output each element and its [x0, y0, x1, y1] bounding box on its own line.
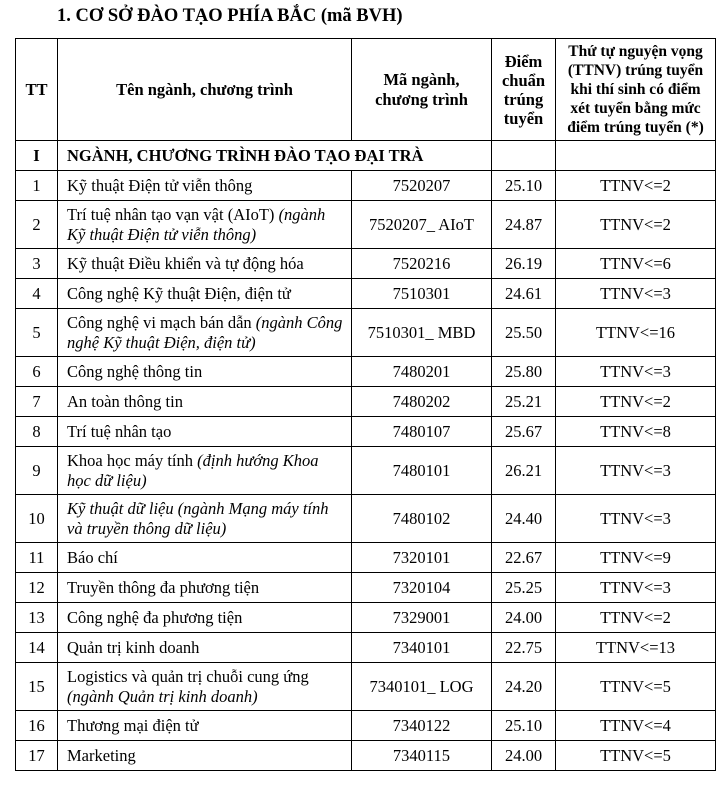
- table-row: [16, 495, 716, 543]
- empty-cell: [492, 141, 556, 171]
- row-number: 16: [16, 711, 58, 741]
- ttnv-value: TTNV<=2: [556, 387, 716, 417]
- col-header-name: Tên ngành, chương trình: [58, 39, 352, 141]
- table-row: [16, 711, 716, 741]
- program-code: 7520207: [352, 171, 492, 201]
- admission-table: [15, 38, 716, 771]
- program-code: 7320101: [352, 543, 492, 573]
- cutoff-score: 25.10: [492, 711, 556, 741]
- col-header-tt: TT: [16, 39, 58, 141]
- table-row: [16, 249, 716, 279]
- table-row: [16, 417, 716, 447]
- program-name-cell: [58, 543, 352, 573]
- section-title: NGÀNH, CHƯƠNG TRÌNH ĐÀO TẠO ĐẠI TRÀ: [58, 141, 492, 171]
- program-name: Quản trị kinh doanh: [67, 637, 200, 657]
- program-code: 7510301: [352, 279, 492, 309]
- program-code: 7480101: [352, 447, 492, 495]
- table-row: [16, 573, 716, 603]
- program-name-cell: [58, 279, 352, 309]
- ttnv-value: TTNV<=4: [556, 711, 716, 741]
- program-name-cell: [58, 573, 352, 603]
- ttnv-value: TTNV<=8: [556, 417, 716, 447]
- program-code: 7480107: [352, 417, 492, 447]
- cutoff-score: 25.67: [492, 417, 556, 447]
- table-row: [16, 387, 716, 417]
- cutoff-score: 24.00: [492, 741, 556, 771]
- program-name: Báo chí: [67, 547, 118, 567]
- program-name: Công nghệ đa phương tiện: [67, 607, 243, 627]
- program-code: 7340122: [352, 711, 492, 741]
- section-heading: 1. CƠ SỞ ĐÀO TẠO PHÍA BẮC (mã BVH): [57, 6, 403, 26]
- program-name: Thương mại điện tử: [67, 715, 199, 735]
- ttnv-value: TTNV<=2: [556, 603, 716, 633]
- table-row: [16, 603, 716, 633]
- program-name: Truyền thông đa phương tiện: [67, 577, 260, 597]
- program-name: Trí tuệ nhân tạo vạn vật (AIoT): [67, 204, 275, 224]
- ttnv-value: TTNV<=3: [556, 573, 716, 603]
- program-note: (ngành Quản trị kinh doanh): [67, 686, 258, 706]
- program-code: 7480202: [352, 387, 492, 417]
- program-name: An toàn thông tin: [67, 391, 183, 411]
- row-number: 6: [16, 357, 58, 387]
- row-number: 3: [16, 249, 58, 279]
- row-number: 4: [16, 279, 58, 309]
- col-header-priority: Thứ tự nguyện vọng (TTNV) trúng tuyển khi thí sinh có điểm xét tuyển bằng mức điểm trúng tuyển (*): [556, 39, 716, 141]
- cutoff-score: 26.19: [492, 249, 556, 279]
- col-header-code: Mã ngành, chương trình: [352, 39, 492, 141]
- program-name-cell: [58, 249, 352, 279]
- row-number: 1: [16, 171, 58, 201]
- col-header-score: Điểm chuẩn trúng tuyển: [492, 39, 556, 141]
- program-code: 7520216: [352, 249, 492, 279]
- ttnv-value: TTNV<=3: [556, 447, 716, 495]
- program-name-cell: [58, 603, 352, 633]
- row-number: 14: [16, 633, 58, 663]
- program-name-cell: [58, 495, 352, 543]
- table-row: [16, 663, 716, 711]
- program-name-cell: [58, 387, 352, 417]
- table-row: [16, 543, 716, 573]
- program-name-cell: [58, 171, 352, 201]
- program-note: (ngành Kỹ thuật Điện tử viễn thông): [67, 204, 326, 244]
- cutoff-score: 24.87: [492, 201, 556, 249]
- ttnv-value: TTNV<=3: [556, 357, 716, 387]
- program-name-cell: [58, 201, 352, 249]
- cutoff-score: 25.50: [492, 309, 556, 357]
- row-number: 10: [16, 495, 58, 543]
- section-number: I: [16, 141, 58, 171]
- ttnv-value: TTNV<=5: [556, 741, 716, 771]
- row-number: 17: [16, 741, 58, 771]
- cutoff-score: 26.21: [492, 447, 556, 495]
- program-code: 7340101: [352, 633, 492, 663]
- table-row: [16, 633, 716, 663]
- ttnv-value: TTNV<=6: [556, 249, 716, 279]
- cutoff-score: 25.10: [492, 171, 556, 201]
- empty-cell: [556, 141, 716, 171]
- program-name-cell: [58, 309, 352, 357]
- program-name-cell: [58, 417, 352, 447]
- cutoff-score: 25.21: [492, 387, 556, 417]
- ttnv-value: TTNV<=2: [556, 201, 716, 249]
- program-code: 7320104: [352, 573, 492, 603]
- program-name: Khoa học máy tính: [67, 450, 194, 470]
- cutoff-score: 22.75: [492, 633, 556, 663]
- program-note: Kỹ thuật dữ liệu (ngành Mạng máy tính và truyền thông dữ liệu): [67, 498, 329, 538]
- program-name-cell: [58, 357, 352, 387]
- table-row: [16, 201, 716, 249]
- cutoff-score: 22.67: [492, 543, 556, 573]
- program-code: 7480102: [352, 495, 492, 543]
- program-name: Kỹ thuật Điều khiển và tự động hóa: [67, 253, 304, 273]
- program-code: 7340115: [352, 741, 492, 771]
- program-name: Công nghệ vi mạch bán dẫn: [67, 312, 252, 332]
- cutoff-score: 24.00: [492, 603, 556, 633]
- table-row: [16, 309, 716, 357]
- program-code: 7340101_ LOG: [352, 663, 492, 711]
- program-name-cell: [58, 711, 352, 741]
- program-code: 7520207_ AIoT: [352, 201, 492, 249]
- ttnv-value: TTNV<=13: [556, 633, 716, 663]
- program-name: Công nghệ Kỹ thuật Điện, điện tử: [67, 283, 291, 303]
- program-name: Công nghệ thông tin: [67, 361, 203, 381]
- table-row: [16, 357, 716, 387]
- ttnv-value: TTNV<=5: [556, 663, 716, 711]
- cutoff-score: 24.61: [492, 279, 556, 309]
- cutoff-score: 25.80: [492, 357, 556, 387]
- row-number: 9: [16, 447, 58, 495]
- row-number: 11: [16, 543, 58, 573]
- row-number: 13: [16, 603, 58, 633]
- cutoff-score: 24.40: [492, 495, 556, 543]
- table-row: [16, 279, 716, 309]
- ttnv-value: TTNV<=16: [556, 309, 716, 357]
- program-code: 7480201: [352, 357, 492, 387]
- program-name: Logistics và quản trị chuỗi cung ứng: [67, 666, 309, 686]
- section-row: [16, 141, 716, 171]
- table-row: [16, 741, 716, 771]
- program-name: Kỹ thuật Điện tử viễn thông: [67, 175, 253, 195]
- row-number: 2: [16, 201, 58, 249]
- program-name-cell: [58, 633, 352, 663]
- ttnv-value: TTNV<=9: [556, 543, 716, 573]
- table-row: [16, 447, 716, 495]
- ttnv-value: TTNV<=3: [556, 279, 716, 309]
- row-number: 15: [16, 663, 58, 711]
- table-header-row: [16, 39, 716, 141]
- program-code: 7329001: [352, 603, 492, 633]
- cutoff-score: 24.20: [492, 663, 556, 711]
- program-note: (định hướng Khoa học dữ liệu): [67, 450, 319, 490]
- row-number: 5: [16, 309, 58, 357]
- program-note: (ngành Công nghệ Kỹ thuật Điện, điện tử): [67, 312, 343, 352]
- program-name-cell: [58, 741, 352, 771]
- program-name: Trí tuệ nhân tạo: [67, 421, 172, 441]
- cutoff-score: 25.25: [492, 573, 556, 603]
- program-code: 7510301_ MBD: [352, 309, 492, 357]
- ttnv-value: TTNV<=3: [556, 495, 716, 543]
- row-number: 8: [16, 417, 58, 447]
- program-name: Marketing: [67, 745, 136, 765]
- ttnv-value: TTNV<=2: [556, 171, 716, 201]
- program-name-cell: [58, 447, 352, 495]
- row-number: 7: [16, 387, 58, 417]
- program-name-cell: [58, 663, 352, 711]
- row-number: 12: [16, 573, 58, 603]
- table-row: [16, 171, 716, 201]
